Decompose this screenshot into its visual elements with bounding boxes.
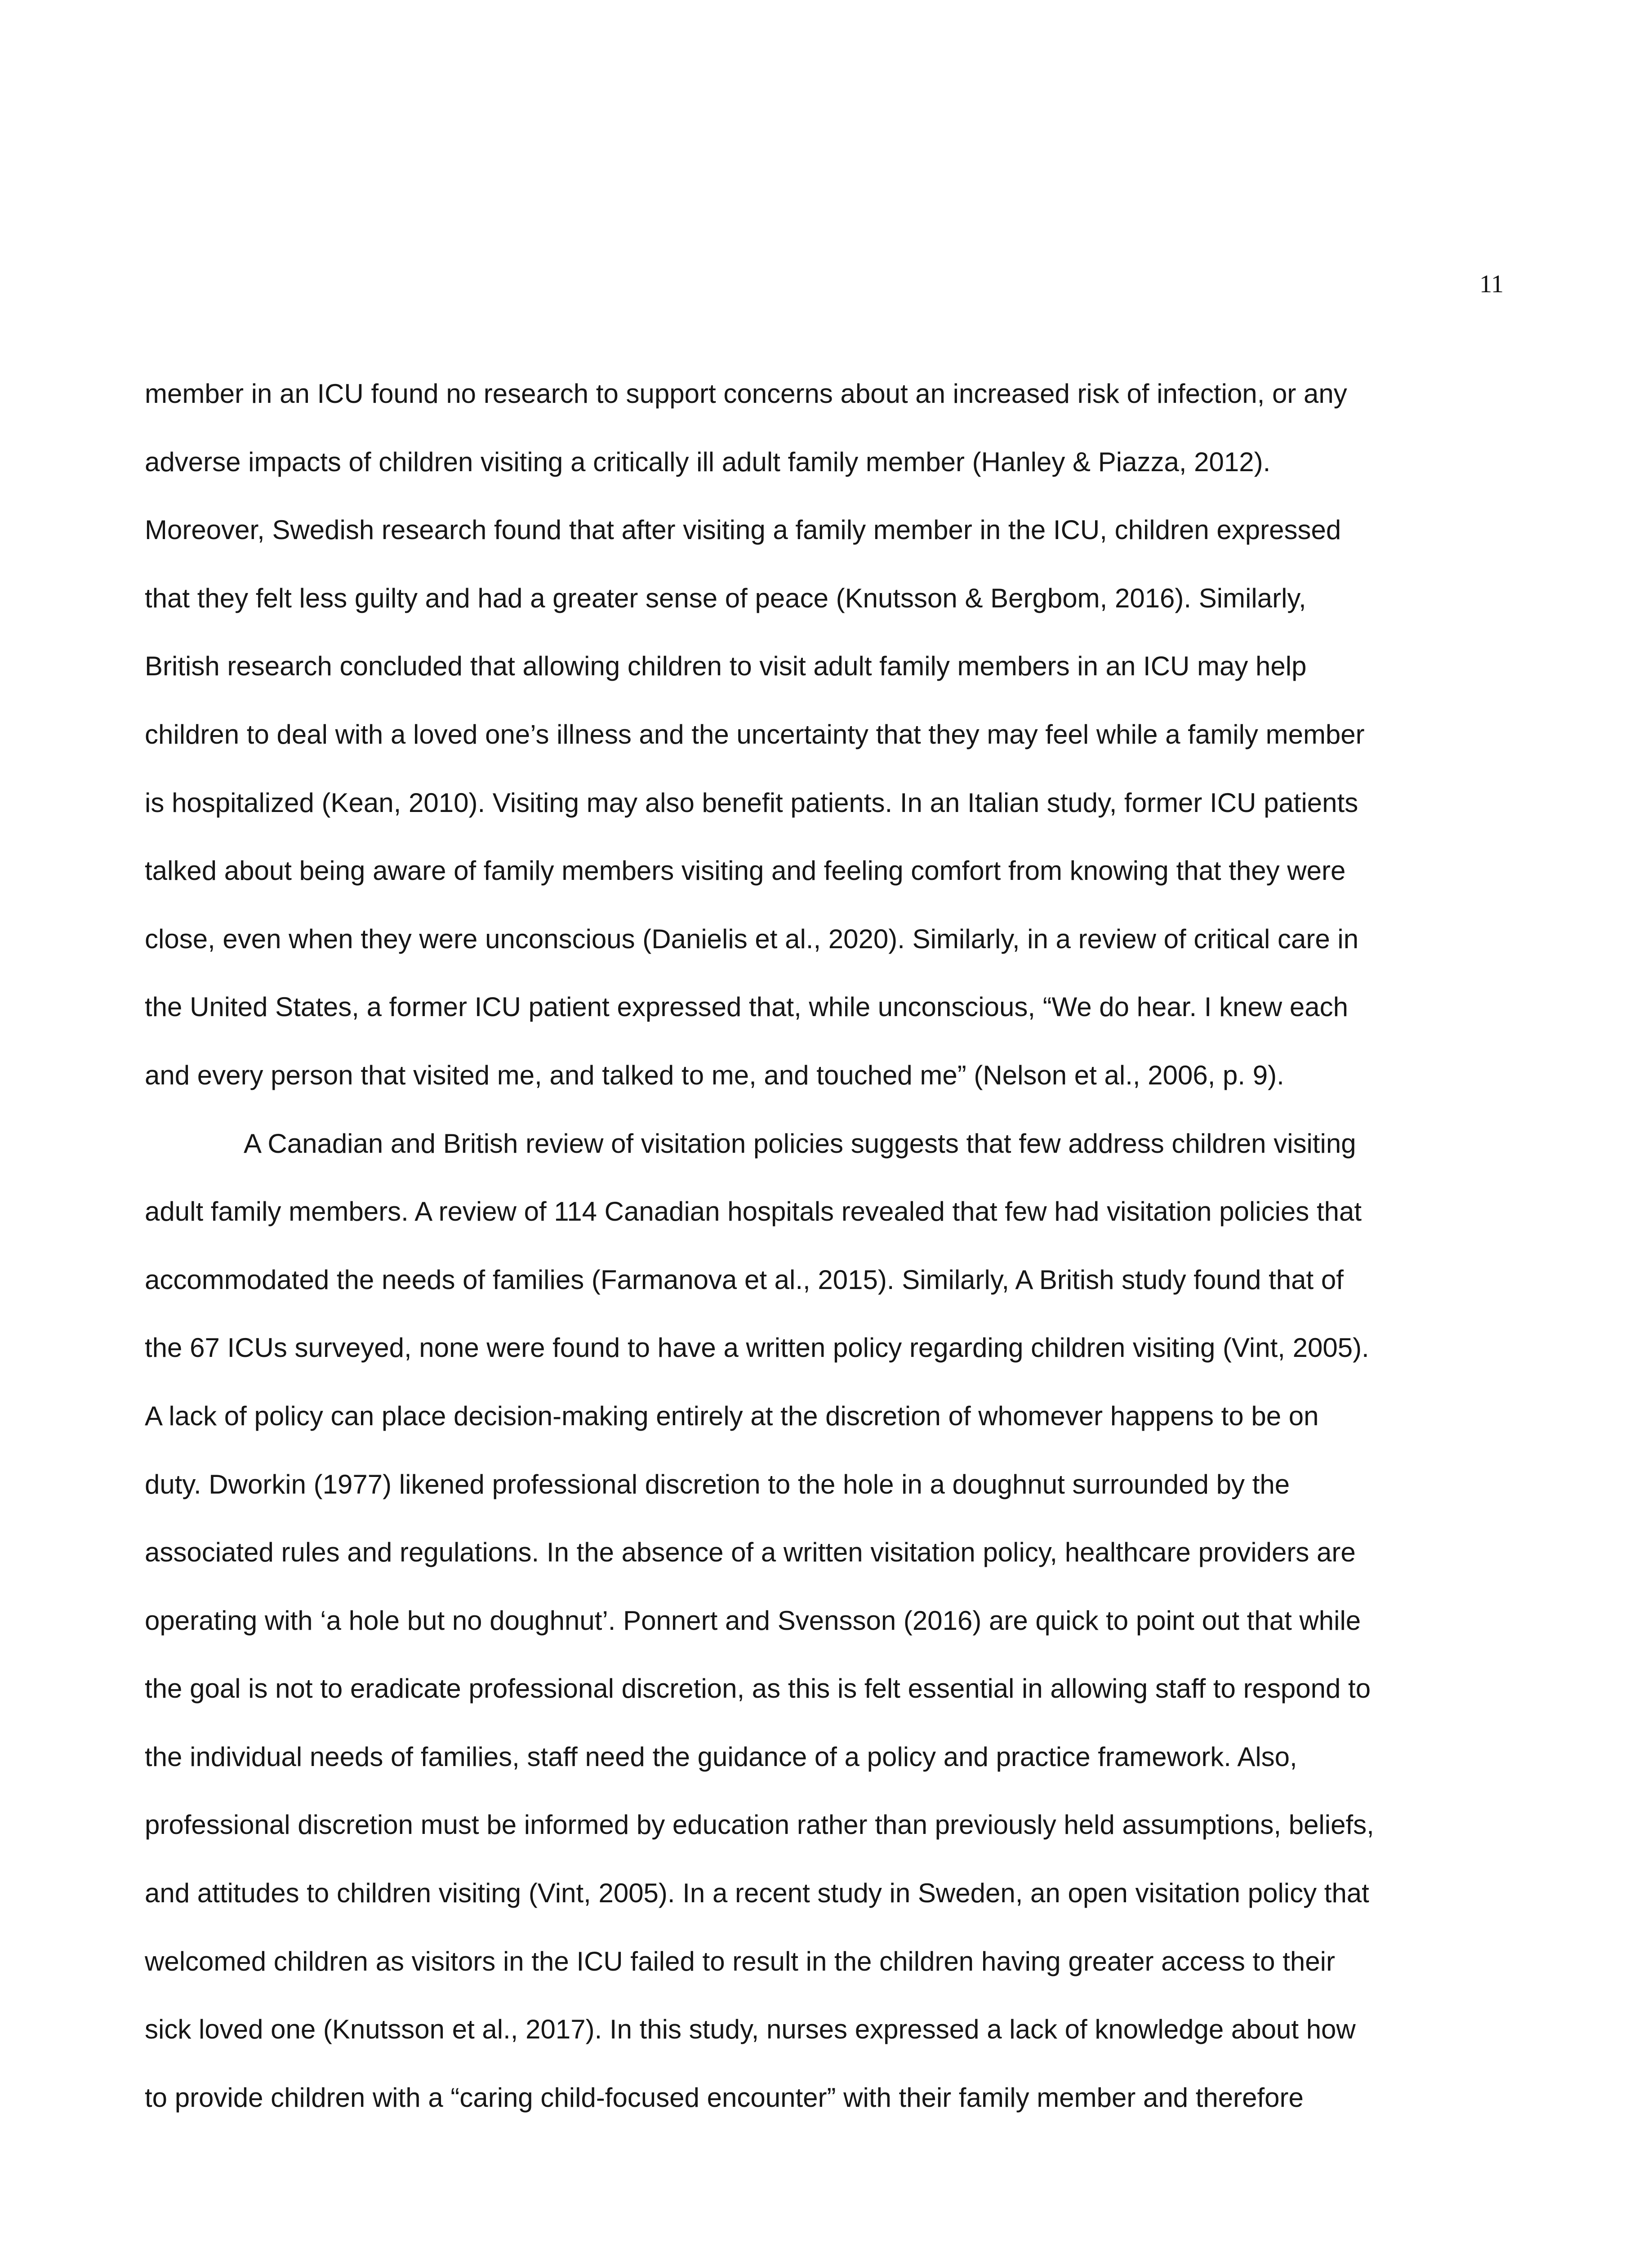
text-line: is hospitalized (Kean, 2010). Visiting may also benefit patients. In an Italian study, former ICU patients [145,787,1358,818]
text-line: A lack of policy can place decision-making entirely at the discretion of whomever happens to be on [145,1401,1319,1431]
text-line: adult family members. A review of 114 Canadian hospitals revealed that few had visitation policies that [145,1196,1362,1227]
text-line: adverse impacts of children visiting a critically ill adult family member (Hanley & Piazza, 2012). [145,446,1271,477]
text-line: sick loved one (Knutsson et al., 2017). In this study, nurses expressed a lack of knowledge about how [145,2014,1356,2045]
text-line: the individual needs of families, staff need the guidance of a policy and practice framework. Also, [145,1741,1297,1772]
body-text [145,360,1507,2132]
text-line: professional discretion must be informed by education rather than previously held assumptions, beliefs, [145,1810,1374,1840]
text-line: to provide children with a “caring child-focused encounter” with their family member and therefore [145,2082,1304,2113]
text-line: that they felt less guilty and had a greater sense of peace (Knutsson & Bergbom, 2016). Similarly, [145,583,1306,613]
text-line: duty. Dworkin (1977) likened professional discretion to the hole in a doughnut surrounded by the [145,1469,1290,1499]
text-line: children to deal with a loved one’s illness and the uncertainty that they may feel while a family member [145,719,1365,749]
text-line: the goal is not to eradicate professional discretion, as this is felt essential in allowing staff to respond to [145,1673,1371,1704]
page-number: 11 [1479,270,1504,298]
text-line: associated rules and regulations. In the absence of a written visitation policy, healthcare providers are [145,1537,1356,1568]
text-line: accommodated the needs of families (Farmanova et al., 2015). Similarly, A British study found that of [145,1264,1344,1295]
text-line: talked about being aware of family members visiting and feeling comfort from knowing that they were [145,856,1346,886]
text-line: close, even when they were unconscious (Danielis et al., 2020). Similarly, in a review of critical care in [145,923,1359,954]
text-line: British research concluded that allowing children to visit adult family members in an ICU may help [145,651,1307,682]
text-line: Moreover, Swedish research found that after visiting a family member in the ICU, children expressed [145,515,1341,545]
text-line: and every person that visited me, and talked to me, and touched me” (Nelson et al., 2006, p. 9). [145,1060,1284,1090]
text-line: the 67 ICUs surveyed, none were found to have a written policy regarding children visiting (Vint, 2005). [145,1333,1369,1363]
text-line: member in an ICU found no research to support concerns about an increased risk of infection, or any [145,379,1347,409]
text-line: welcomed children as visitors in the ICU failed to result in the children having greater access to their [145,1946,1335,1976]
paragraph-first-line: A Canadian and British review of visitation policies suggests that few address children visiting [244,1128,1356,1159]
text-line: operating with ‘a hole but no doughnut’. Ponnert and Svensson (2016) are quick to point out that while [145,1605,1361,1636]
text-line: the United States, a former ICU patient expressed that, while unconscious, “We do hear. I knew each [145,992,1348,1022]
text-line: and attitudes to children visiting (Vint, 2005). In a recent study in Sweden, an open visitation policy that [145,1878,1369,1909]
